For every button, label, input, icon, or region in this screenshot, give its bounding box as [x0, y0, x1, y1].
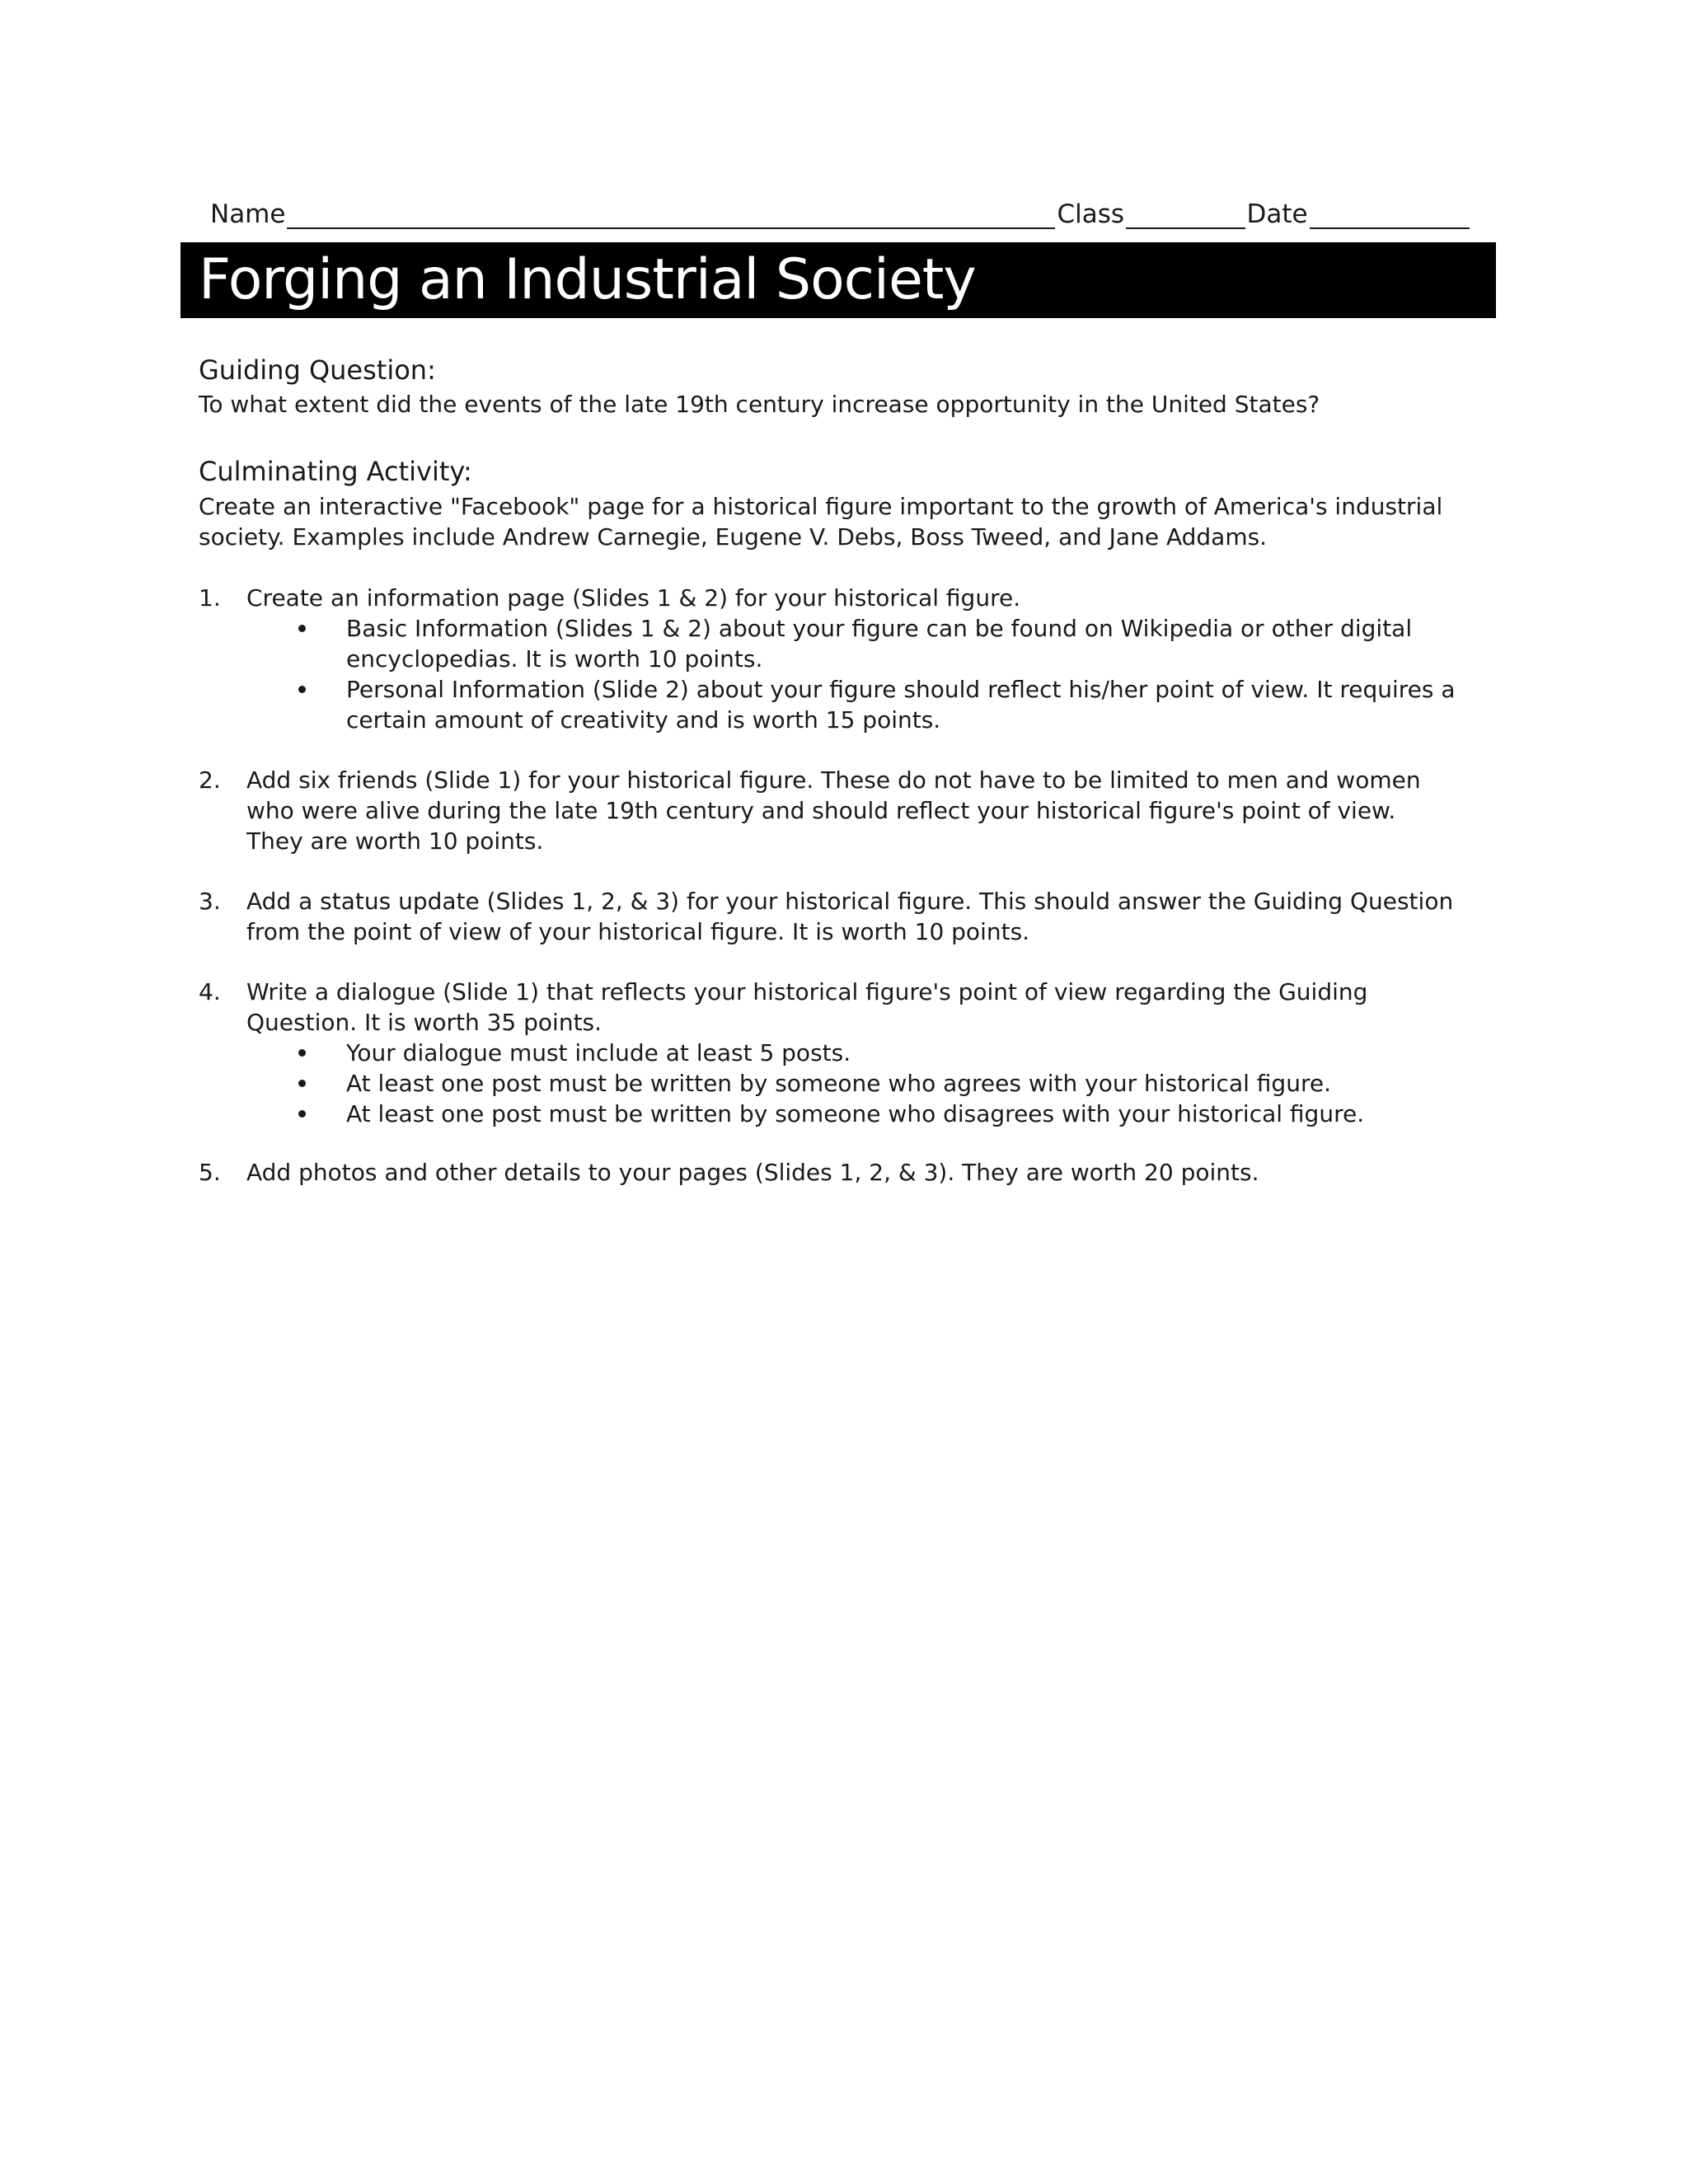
item-line: Add a status update (Slides 1, 2, & 3) for your historical figure. This should answer the Guiding Question: [246, 888, 1454, 915]
list-item-1: [199, 583, 1497, 735]
list-item-3: [199, 886, 1497, 947]
guiding-question-heading: Guiding Question:: [199, 354, 436, 386]
culminating-activity-text: [199, 491, 1493, 552]
bullet-icon: [298, 1080, 306, 1087]
bullet-icon: [298, 1110, 306, 1118]
bullet-list: [199, 1038, 1497, 1129]
date-label: Date: [1246, 199, 1308, 229]
item-line: who were alive during the late 19th century and should reflect your historical figure's point of view.: [246, 797, 1396, 824]
list-item-2: [199, 765, 1497, 856]
item-number: 1.: [199, 584, 221, 612]
bullet-line: certain amount of creativity and is worth 15 points.: [346, 706, 941, 733]
item-number: 3.: [199, 888, 221, 915]
class-blank: [1126, 199, 1245, 229]
bullet-line: Basic Information (Slides 1 & 2) about your figure can be found on Wikipedia or other digital: [346, 615, 1413, 642]
item-number: 4.: [199, 978, 221, 1005]
item-line: Write a dialogue (Slide 1) that reflects your historical figure's point of view regarding the Guiding: [246, 978, 1368, 1005]
item-line: Question. It is worth 35 points.: [246, 1009, 603, 1036]
student-info-line: [210, 194, 1471, 234]
list-item-4: [199, 977, 1497, 1129]
bullet-item: [199, 1099, 1497, 1129]
bullet-line: Your dialogue must include at least 5 posts.: [346, 1039, 851, 1066]
item-line: They are worth 10 points.: [246, 827, 544, 855]
item-line: Add six friends (Slide 1) for your historical figure. These do not have to be limited to men and women: [246, 766, 1421, 794]
date-blank: [1310, 199, 1470, 229]
culminating-activity-heading: Culminating Activity:: [199, 456, 472, 487]
bullet-line: encyclopedias. It is worth 10 points.: [346, 645, 763, 673]
guiding-question-text: To what extent did the events of the late 19th century increase opportunity in the United States?: [199, 391, 1320, 418]
title-banner: [181, 242, 1496, 318]
bullet-item: [199, 1038, 1497, 1068]
bullet-icon: [298, 686, 306, 693]
item-number: 2.: [199, 766, 221, 794]
name-label: Name: [210, 199, 286, 229]
name-blank: [287, 199, 1055, 229]
bullet-line: At least one post must be written by someone who disagrees with your historical figure.: [346, 1100, 1365, 1127]
culminating-line-2: society. Examples include Andrew Carnegie, Eugene V. Debs, Boss Tweed, and Jane Addams.: [199, 523, 1268, 551]
item-line: Add photos and other details to your pages (Slides 1, 2, & 3). They are worth 20 points.: [246, 1159, 1259, 1186]
bullet-line: At least one post must be written by someone who agrees with your historical figure.: [346, 1070, 1331, 1097]
bullet-list: [199, 613, 1497, 735]
bullet-item: [199, 674, 1497, 735]
bullet-icon: [298, 1049, 306, 1057]
bullet-item: [199, 613, 1497, 674]
item-number: 5.: [199, 1159, 221, 1186]
item-line: Create an information page (Slides 1 & 2) for your historical figure.: [246, 584, 1021, 612]
bullet-icon: [298, 625, 306, 632]
class-label: Class: [1057, 199, 1124, 229]
list-item-5: [199, 1157, 1497, 1188]
page-title: Forging an Industrial Society: [199, 247, 976, 312]
item-line: from the point of view of your historical figure. It is worth 10 points.: [246, 918, 1030, 945]
bullet-line: Personal Information (Slide 2) about your figure should reflect his/her point of view. It requires a: [346, 676, 1456, 703]
bullet-item: [199, 1068, 1497, 1099]
culminating-line-1: Create an interactive "Facebook" page for a historical figure important to the growth of America's industrial: [199, 493, 1443, 520]
